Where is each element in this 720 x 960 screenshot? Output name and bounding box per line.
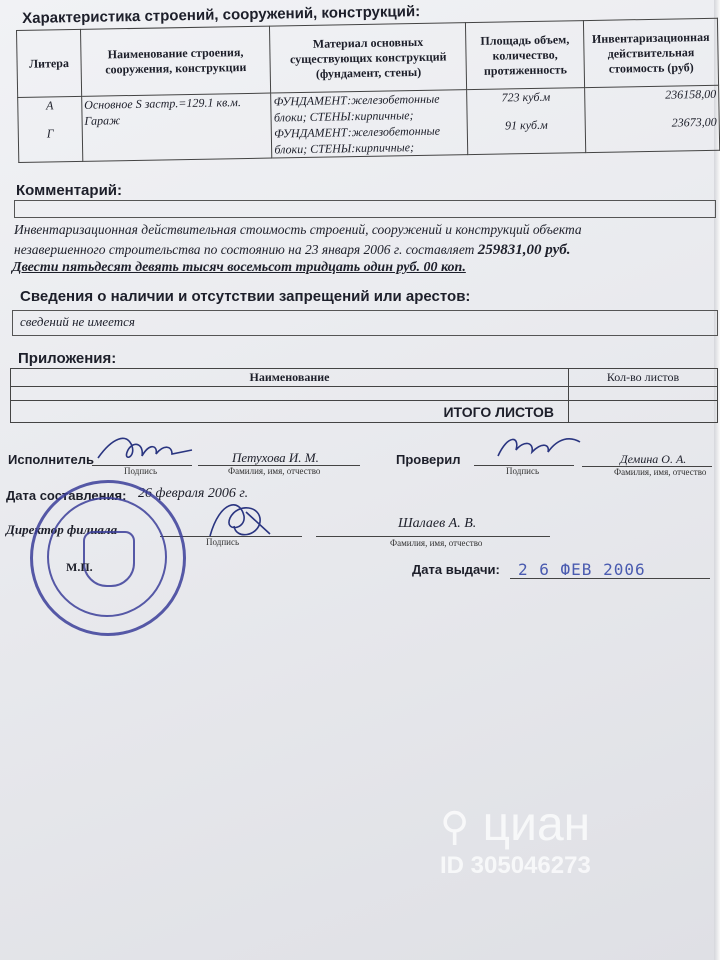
checked-name: Демина О. А.: [620, 452, 687, 466]
issue-date-stamp: 2 6 ФЕВ 2006: [518, 560, 646, 579]
checked-name-caption: Фамилия, имя, отчество: [614, 467, 707, 477]
executor-sign-caption: Подпись: [124, 466, 158, 476]
row-volume: 723 куб.м: [501, 89, 551, 105]
row-material: ФУНДАМЕНТ:железобетонные блоки; СТЕНЫ:кирпичные;: [274, 123, 441, 157]
watermark-id: ID 305046273: [440, 852, 591, 879]
mp-label: М.П.: [66, 560, 93, 574]
watermark: [440, 800, 591, 880]
checked-signature: [490, 428, 590, 468]
comment-title: Комментарий:: [16, 182, 123, 199]
checked-sign-caption: Подпись: [506, 466, 540, 476]
th-name: Наименование строения, сооружения, конструкции: [80, 26, 271, 96]
th-litera: Литера: [17, 29, 82, 97]
issue-label: Дата выдачи:: [412, 562, 500, 577]
appendix-title: Приложения:: [18, 350, 117, 367]
comment-line2: незавершенного строительства по состоянию на 23 января 2006 г. составляет: [14, 242, 475, 257]
row-cost: 23673,00: [671, 114, 717, 130]
appendix-total-label: ИТОГО ЛИСТОВ: [11, 401, 569, 423]
executor-label: Исполнитель: [8, 452, 94, 467]
appendix-table: [10, 368, 718, 423]
row-volume: 91 куб.м: [504, 117, 548, 133]
checked-label: Проверил: [396, 452, 461, 467]
executor-name: Петухова И. М.: [232, 450, 319, 465]
appendix-empty-cell: [569, 387, 718, 401]
director-sign-caption: Подпись: [206, 537, 240, 547]
th-cost: Инвентаризационная действительная стоимость (руб): [583, 18, 718, 87]
director-name: Шалаев А. В.: [398, 516, 477, 531]
row-litera: Г: [46, 126, 54, 141]
table-row: [18, 85, 720, 162]
chars-title: Характеристика строений, сооружений, конструкций:: [22, 3, 421, 27]
watermark-brand: циан: [482, 798, 591, 851]
comment-words: Двести пятьдесят девять тысяч восемьсот тридцать один руб. 00 коп.: [12, 260, 466, 275]
executor-name-caption: Фамилия, имя, отчество: [228, 466, 321, 476]
th-material: Материал основных существующих конструкций (фундамент, стены): [270, 23, 467, 93]
row-name: Основное S застр.=129.1 кв.м.: [84, 95, 241, 112]
appendix-total-value: [569, 401, 718, 423]
comment-total: 259831,00 руб.: [477, 242, 571, 258]
row-material: ФУНДАМЕНТ:железобетонные блоки; СТЕНЫ:кирпичные;: [273, 91, 440, 125]
chars-table: [16, 18, 720, 163]
seal-emblem: [83, 531, 135, 587]
director-label: Директор филиала: [6, 522, 118, 537]
director-name-caption: Фамилия, имя, отчество: [390, 538, 483, 548]
executor-signature: [92, 428, 202, 470]
comment-box: [14, 200, 716, 218]
official-seal: [30, 480, 186, 636]
row-name: Гараж: [84, 113, 121, 128]
th-volume: Площадь объем, количество, протяженность: [466, 21, 585, 90]
appendix-col-name: Наименование: [11, 369, 569, 387]
location-pin-icon: ⚲: [440, 805, 470, 849]
chars-header-row: [17, 18, 719, 97]
date-label: Дата составления:: [6, 488, 127, 503]
restrictions-title: Сведения о наличии и отсутствии запрещений или арестов:: [20, 288, 471, 305]
comment-line1: Инвентаризационная действительная стоимость строений, сооружений и конструкций объекта: [14, 222, 582, 237]
appendix-empty-cell: [11, 387, 569, 401]
appendix-col-count: Кол-во листов: [569, 369, 718, 387]
restrictions-value: сведений не имеется: [20, 314, 135, 329]
row-litera: А: [45, 98, 54, 113]
row-cost: 236158,00: [665, 86, 717, 102]
date-value: 26 февраля 2006 г.: [138, 486, 249, 501]
